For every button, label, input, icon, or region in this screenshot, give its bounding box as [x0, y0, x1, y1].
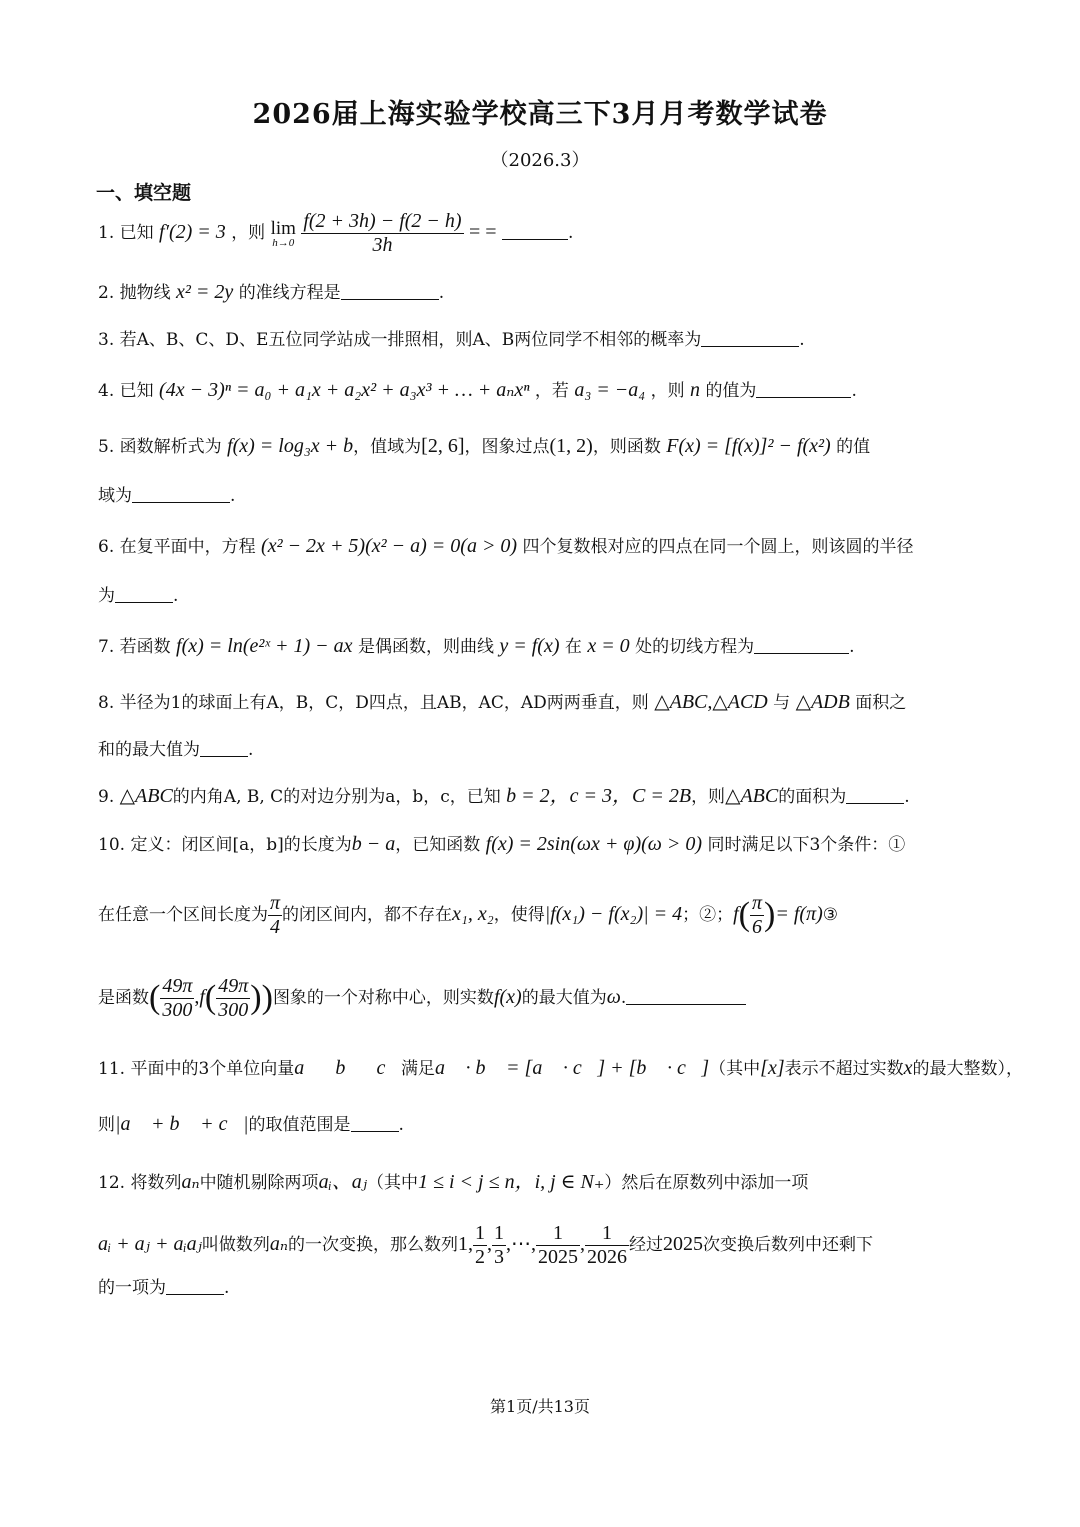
section-title: 一、填空题: [96, 182, 192, 204]
answer-blank: [166, 1293, 224, 1295]
answer-blank: [756, 396, 851, 398]
question-8-cont: 和的最大值为 .: [98, 740, 254, 760]
question-11-cont: 则|a⃗ + b⃗ + c⃗|的取值范围是 .: [98, 1113, 404, 1135]
answer-blank: [132, 501, 230, 503]
question-1: 1. 已知 f′(2) = 3 ，则 lim h→0 $\frac{f(2 + 3h) - f(2 - h)}{3h}$ = = .: [98, 210, 574, 256]
question-6-cont: 为 .: [98, 586, 179, 606]
question-7: 7. 若函数 f(x) = ln(e²ˣ + 1) − ax 是偶函数，则曲线 y = f(x) 在 x = 0 处的切线方程为 .: [98, 635, 855, 657]
q1-fraction: $\frac{f(2 + 3h) - f(2 - h)}{3h}$: [303, 210, 462, 256]
answer-blank: [351, 1130, 399, 1132]
question-10: 10. 定义：闭区间[a，b]的长度为b − a，已知函数 f(x) = 2sin(ωx + φ)(ω > 0) 同时满足以下3个条件：①: [98, 833, 906, 855]
answer-blank: [754, 652, 849, 654]
question-4: 4. 已知 (4x − 3)ⁿ = a₀ + a₁x + a₂x² + a₃x³ + … + aₙxⁿ ，若 a₃ = −a₄ ，则 n 的值为 .: [98, 379, 857, 401]
question-9: 9. △ABC的内角A, B, C的对边分别为a，b，c，已知 b = 2，c = 3，C = 2B，则△ABC的面积为 .: [98, 785, 910, 807]
question-6: 6. 在复平面中，方程 (x² − 2x + 5)(x² − a) = 0(a > 0) 四个复数根对应的四点在同一个圆上，则该圆的半径: [98, 535, 914, 557]
exam-title: 2026届上海实验学校高三下3月月考数学试卷: [252, 99, 828, 130]
question-3: 3. 若A、B、C、D、E五位同学站成一排照相，则A、B两位同学不相邻的概率为 .: [98, 330, 805, 350]
exam-date: （2026.3）: [490, 150, 590, 171]
answer-blank: [626, 1003, 746, 1005]
question-5: 5. 函数解析式为 f(x) = log₃x + b，值域为[2, 6]，图象过点(1, 2)，则函数 F(x) = [f(x)]² − f(x²) 的值: [98, 435, 871, 457]
question-10-line3: 是函数( $\frac{49\pi}{300}$ ,f( $\frac{49\pi}{300}$ ))图象的一个对称中心，则实数f(x)的最大值为ω.: [98, 975, 988, 1022]
question-10-line2: 在任意一个区间长度为 $\frac{\pi}{4}$ 的闭区间内，都不存在x₁, x₂，使得|f(x₁) − f(x₂)| = 4；②；f( $\frac{\pi}{6}$ )= f(π)③: [98, 892, 839, 938]
answer-blank: [846, 802, 904, 804]
question-11: 11. 平面中的3个单位向量a⃗，b⃗，c⃗满足a⃗ · b⃗ = [a⃗ · c⃗] + [b⃗ · c⃗]（其中[x]表示不超过实数x的最大整数），: [98, 1057, 1023, 1079]
question-12-line2: aᵢ + aⱼ + aᵢaⱼ叫做数列aₙ的一次变换，那么数列1, $\frac{1}{2}$ , $\frac{1}{3}$ ,⋯, $\frac{1}{2025}$ , $\frac{1}{2026}$ 经过2025次变换后数列中还剩下: [98, 1222, 873, 1268]
page-number: 第1页/共13页: [490, 1397, 590, 1416]
question-12: 12. 将数列aₙ中随机剔除两项aᵢ、aⱼ（其中1 ≤ i < j ≤ n，i, j ∈ N₊）然后在原数列中添加一项: [98, 1171, 809, 1193]
answer-blank: [115, 601, 173, 603]
answer-blank: [502, 238, 568, 240]
answer-blank: [701, 345, 799, 347]
question-12-cont: 的一项为 .: [98, 1278, 230, 1298]
answer-blank: [200, 755, 248, 757]
question-2: 2. 抛物线 x² = 2y 的准线方程是 .: [98, 281, 445, 303]
question-5-cont: 域为 .: [98, 486, 236, 506]
answer-blank: [341, 298, 439, 300]
limit-operator: lim h→0: [270, 217, 296, 249]
question-8: 8. 半径为1的球面上有A，B，C，D四点，且AB，AC，AD两两垂直，则 △ABC,△ACD 与 △ADB 面积之: [98, 691, 907, 713]
